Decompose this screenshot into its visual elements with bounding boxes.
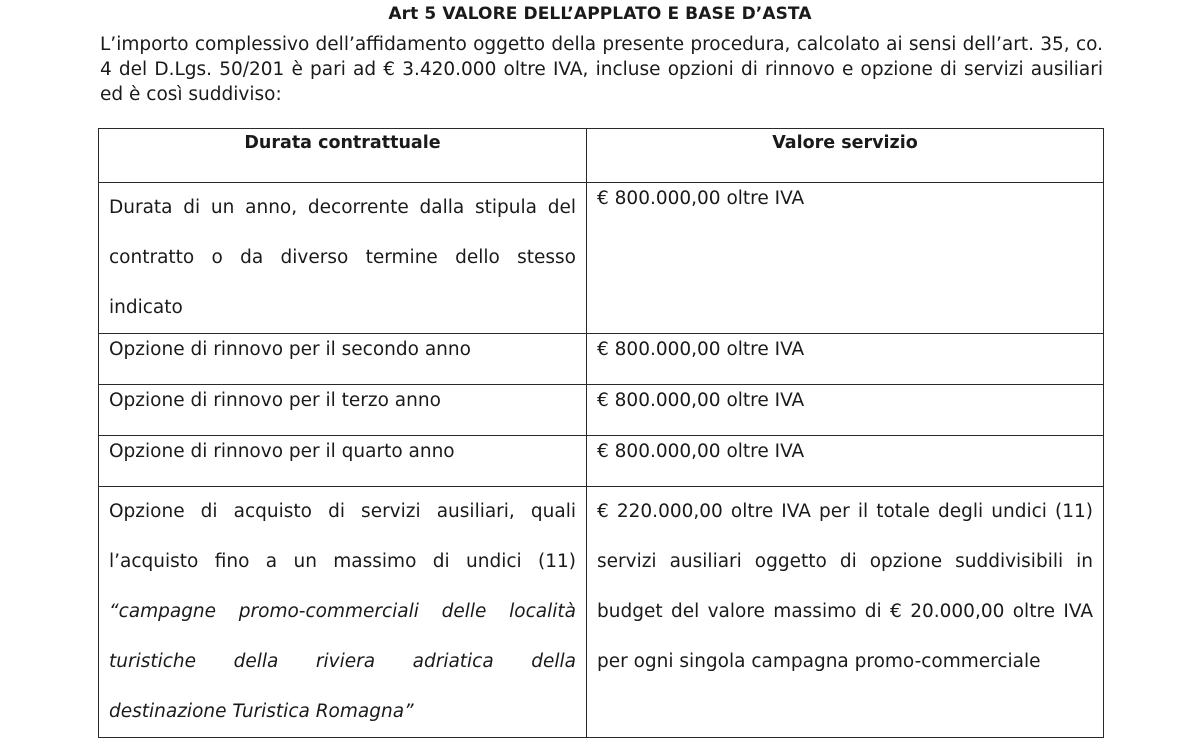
header-value: Valore servizio (587, 129, 1104, 183)
duration-line: indicato (109, 297, 183, 318)
value-cell: € 800.000,00 oltre IVA (587, 436, 1104, 487)
table-row (99, 334, 1104, 385)
duration-line: l’acquisto fino a un massimo di undici (11) (109, 551, 576, 572)
article-title: Art 5 VALORE DELL’APPLATO E BASE D’ASTA (388, 4, 812, 24)
table-row (99, 436, 1104, 487)
duration-line: contratto o da diverso termine dello stesso (109, 247, 576, 268)
value-cell (587, 487, 1104, 738)
value-cell: € 800.000,00 oltre IVA (587, 385, 1104, 436)
duration-cell (99, 487, 587, 738)
duration-line: Opzione di acquisto di servizi ausiliari, quali (109, 501, 576, 522)
value-cell: € 800.000,00 oltre IVA (587, 183, 1104, 334)
table-row (99, 487, 1104, 738)
value-line: budget del valore massimo di € 20.000,00 oltre IVA (597, 601, 1093, 622)
value-line: € 220.000,00 oltre IVA per il totale degli undici (11) (597, 501, 1093, 522)
value-cell: € 800.000,00 oltre IVA (587, 334, 1104, 385)
value-line: servizi ausiliari oggetto di opzione suddivisibili in (597, 551, 1093, 572)
header-duration: Durata contrattuale (99, 129, 587, 183)
table-row (99, 385, 1104, 436)
duration-line: turistiche della riviera adriatica della (109, 651, 576, 672)
duration-line: destinazione Turistica Romagna” (109, 701, 414, 722)
duration-line: Durata di un anno, decorrente dalla stipula del (109, 197, 576, 218)
table-header-row (99, 129, 1104, 183)
cost-breakdown-table (98, 128, 1104, 738)
value-line: per ogni singola campagna promo-commerciale (597, 651, 1041, 672)
duration-cell: Opzione di rinnovo per il secondo anno (99, 334, 587, 385)
duration-cell: Opzione di rinnovo per il terzo anno (99, 385, 587, 436)
duration-cell: Opzione di rinnovo per il quarto anno (99, 436, 587, 487)
table-row (99, 183, 1104, 334)
duration-cell (99, 183, 587, 334)
intro-paragraph: L’importo complessivo dell’affidamento oggetto della presente procedura, calcolato ai sensi dell’art. 35, co. 4 del D.Lgs. 50/201 è pari ad € 3.420.000 oltre IVA, incluse opzioni di rinnovo e opzione di servizi ausiliari ed è così suddiviso: (100, 34, 1103, 105)
duration-line: “campagne promo-commerciali delle località (109, 601, 576, 622)
